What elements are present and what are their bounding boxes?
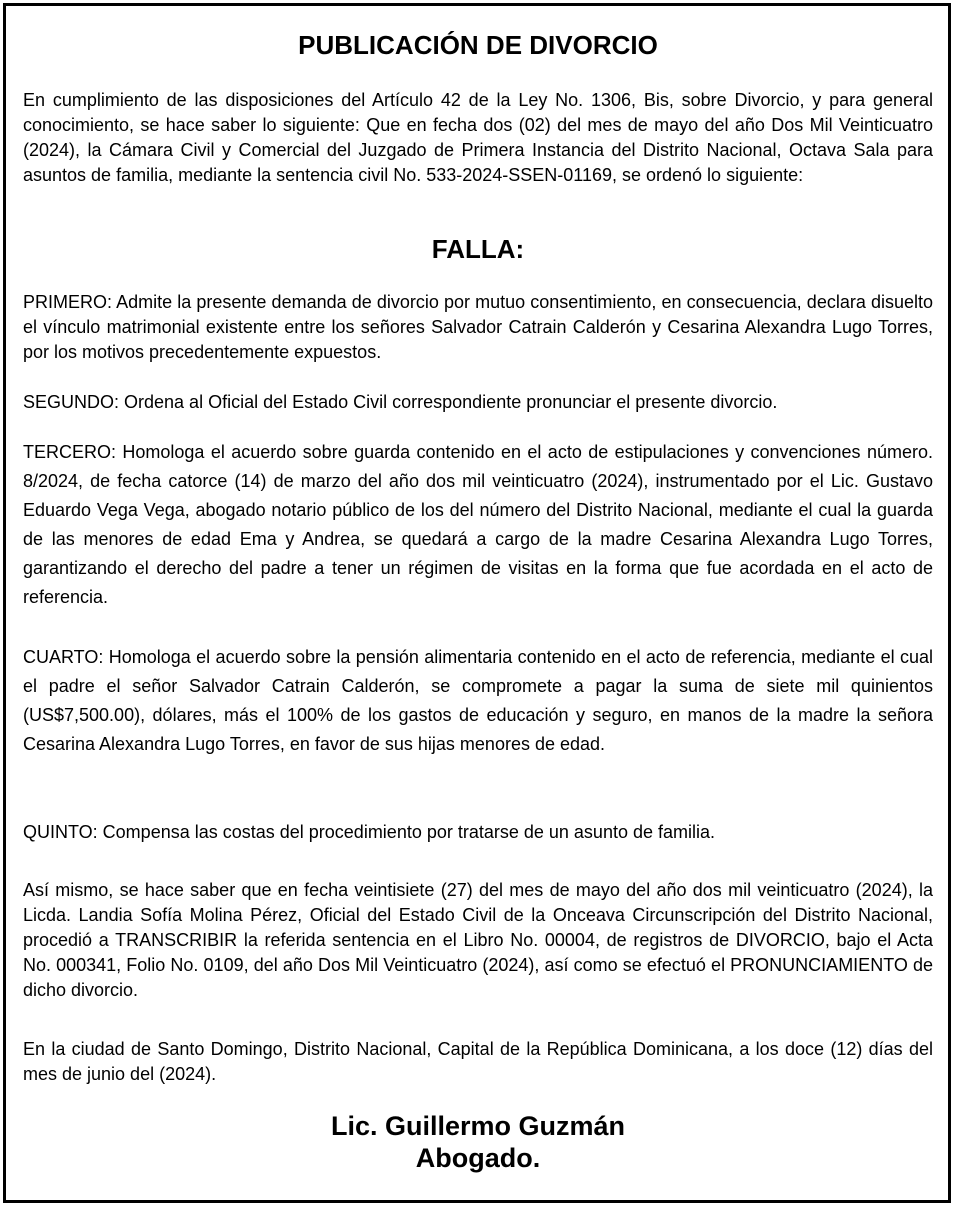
primero-paragraph: PRIMERO: Admite la presente demanda de divorcio por mutuo consentimiento, en consecuencia, declara disuelto el vínculo matrimonial existente entre los señores Salvador Catrain Calderón y Cesarina Alexandra Lugo Torres, por los motivos precedentemente expuestos.	[23, 292, 933, 362]
segundo-paragraph: SEGUNDO: Ordena al Oficial del Estado Civil correspondiente pronunciar el presente divorcio.	[23, 392, 778, 412]
notice-frame	[3, 3, 951, 1203]
signatory-title: Abogado.	[415, 1143, 541, 1173]
tercero-paragraph: TERCERO: Homologa el acuerdo sobre guarda contenido en el acto de estipulaciones y convenciones número. 8/2024, de fecha catorce (14) de marzo del año dos mil veinticuatro (2024), instrumentado por el Lic. Gustavo Eduardo Vega Vega, abogado notario público de los del número del Distrito Nacional, mediante el cual la guarda de las menores de edad Ema y Andrea, se quedará a cargo de la madre Cesarina Alexandra Lugo Torres, garantizando el derecho del padre a tener un régimen de visitas en la forma que fue acordada en el acto de referencia.	[23, 442, 933, 607]
quinto-paragraph: QUINTO: Compensa las costas del procedimiento por tratarse de un asunto de familia.	[23, 822, 716, 842]
falla-heading: FALLA:	[431, 234, 525, 264]
closing-paragraph: En la ciudad de Santo Domingo, Distrito Nacional, Capital de la República Dominicana, a los doce (12) días del mes de junio del (2024).	[23, 1039, 933, 1084]
notice-title: PUBLICACIÓN DE DIVORCIO	[298, 30, 658, 60]
cuarto-paragraph: CUARTO: Homologa el acuerdo sobre la pensión alimentaria contenido en el acto de referencia, mediante el cual el padre el señor Salvador Catrain Calderón, se compromete a pagar la suma de siete mil quinientos (US$7,500.00), dólares, más el 100% de los gastos de educación y seguro, en manos de la madre la señora Cesarina Alexandra Lugo Torres, en favor de sus hijas menores de edad.	[23, 647, 933, 754]
asi-mismo-paragraph: Así mismo, se hace saber que en fecha veintisiete (27) del mes de mayo del año dos mil veinticuatro (2024), la Licda. Landia Sofía Molina Pérez, Oficial del Estado Civil de la Onceava Circunscripción del Distrito Nacional, procedió a TRANSCRIBIR la referida sentencia en el Libro No. 00004, de registros de DIVORCIO, bajo el Acta No. 000341, Folio No. 0109, del año Dos Mil Veinticuatro (2024), así como se efectuó el PRONUNCIAMIENTO de dicho divorcio.	[23, 880, 933, 1000]
intro-paragraph: En cumplimiento de las disposiciones del Artículo 42 de la Ley No. 1306, Bis, sobre Divorcio, y para general conocimiento, se hace saber lo siguiente: Que en fecha dos (02) del mes de mayo del año Dos Mil Veinticuatro (2024), la Cámara Civil y Comercial del Juzgado de Primera Instancia del Distrito Nacional, Octava Sala para asuntos de familia, mediante la sentencia civil No. 533-2024-SSEN-01169, se ordenó lo siguiente:	[23, 90, 933, 185]
signatory-name: Lic. Guillermo Guzmán	[330, 1111, 626, 1141]
